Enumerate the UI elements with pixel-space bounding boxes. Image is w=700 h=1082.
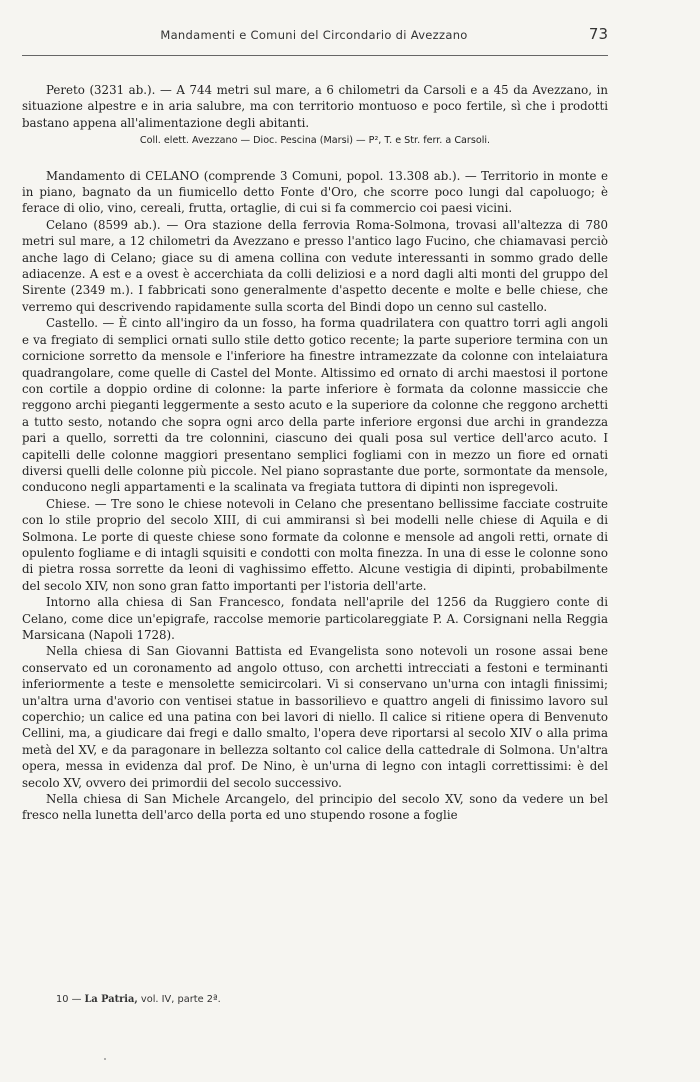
paragraph-castello: Castello. — È cinto all'ingiro da un fosso, ha forma quadrilatera con quattro torri agli angoli e va fregiato di semplici ornati sullo stile detto gotico recente; la parte superiore termina con un cornicione sorretto da mensole e l'inferiore ha finestre intramezzate da colonne con intelaiatura quadrangolare, come quelle di Castel del Monte. Altissimo ed ornato di archi maestosi il portone con cortile a doppio ordine di colonne: la parte inferiore è formata da colonne massiccie che reggono archi pieganti leggermente a sesto acuto e la superiore da colonne che reggono archetti a tutto sesto, notando che sopra ogni arco della parte inferiore ergonsi due archi in grandezza pari a quello, sorretti da tre colonnini, ciascuno dei quali posa sul vertice dell'arco acuto. I capitelli delle colonne maggiori presentano semplici fogliami con in mezzo un fiore ed ornati diversi quelli delle colonne più piccole. Nel piano soprastante due porte, sormontate da mensole, conducono negli appartamenti e la scalinata va fregiata tuttora di dipinti non ispregevoli.	[22, 316, 608, 495]
paragraph-mandamento-celano: Mandamento di CELANO (comprende 3 Comuni, popol. 13.308 ab.). — Territorio in monte e in piano, bagnato da un fiumicello detto Fonte d'Oro, che scorre poco lungi dal capoluogo; è ferace di olio, vino, cereali, frutta, ortaglie, di cui si fa commercio coi paesi vicini.	[22, 168, 608, 216]
paragraph-pereto: Pereto (3231 ab.). — A 744 metri sul mare, a 6 chilometri da Carsoli e a 45 da Avezzano, in situazione alpestre e in aria salubre, ma con territorio montuoso e poco fertile, sì che i prodotti bastano appena all'alimentazione degli abitanti.	[22, 83, 608, 130]
footer-brand: La Patria,	[84, 994, 138, 1005]
paragraph-chiese: Chiese. — Tre sono le chiese notevoli in Celano che presentano bellissime facciate costruite con lo stile proprio del secolo XIII, di cui ammiransi sì bei modelli nelle chiese di Aquila e di Solmona. Le porte di queste chiese sono formate da colonne e mensole ad angoli retti, ornate di opulento fogliame e di intagli squisiti e condotti con molta finezza. In una di esse le colonne sono di pietra rossa sorrette da leoni di vaghissimo effetto. Alcune vestigia di dipinti, probabilmente del secolo XIV, non sono gran fatto importanti per l'istoria dell'arte.	[22, 496, 608, 593]
paragraph-celano: Celano (8599 ab.). — Ora stazione della ferrovia Roma-Solmona, trovasi all'altezza di 780 metri sul mare, a 12 chilometri da Avezzano e presso l'antico lago Fucino, che chiamavasi perciò anche lago di Celano; giace su di amena collina con vedute interessanti in sommo grado delle adiacenze. A est e a ovest è accerchiata da colli deliziosi e a nord dagli alti monti del gruppo del Sirente (2349 m.). I fabbricati sono generalmente d'aspetto decente e molte e belle chiese, che verremo qui descrivendo rapidamente sulla scorta del Bindi dopo un cenno sul castello.	[22, 217, 608, 314]
note-pereto: Coll. elett. Avezzano — Dioc. Pescina (Marsi) — P², T. e Str. ferr. a Carsoli.	[139, 135, 491, 147]
header-rule	[22, 55, 608, 56]
footer-signature	[56, 994, 221, 1005]
paragraph-san-michele: Nella chiesa di San Michele Arcangelo, del principio del secolo XV, sono da vedere un bel fresco nella lunetta dell'arco della porta ed uno stupendo rosone a foglie	[22, 792, 608, 823]
body-text	[22, 82, 608, 824]
running-title: Mandamenti e Comuni del Circondario di Avezzano	[160, 28, 468, 42]
footer-sheet: 10 —	[56, 994, 82, 1005]
paragraph-san-francesco: Intorno alla chiesa di San Francesco, fondata nell'aprile del 1256 da Ruggiero conte di Celano, come dice un'epigrafe, raccolse memorie particolareggiate P. A. Corsignani nella Reggia Marsicana (Napoli 1728).	[22, 595, 608, 642]
running-head	[22, 25, 608, 43]
speck-mark	[104, 1058, 106, 1060]
footer-volume: vol. IV, parte 2ª.	[140, 994, 221, 1005]
paragraph-san-giovanni: Nella chiesa di San Giovanni Battista ed Evangelista sono notevoli un rosone assai bene conservato ed un coronamento ad angolo ottuso, con archetti intrecciati a festoni e terminanti inferiormente a teste e mensolette semicircolari. Vi si conservano un'urna con intagli finissimi; un'altra urna d'avorio con ventisei statue in bassorilievo e quattro angeli di finissimo lavoro sul coperchio; un calice ed una patina con bei lavori di niello. Il calice si ritiene opera di Benvenuto Cellini, ma, a giudicare dai fregi e dallo smalto, l'opera deve riportarsi al secolo XIV o alla prima metà del XV, e da paragonare in bellezza soltanto col calice della cattedrale di Solmona. Un'altra opera, messa in evidenza dal prof. De Nino, è un'urna di legno con intagli correttissimi: è del secolo XV, ovvero dei primordii del secolo successivo.	[22, 644, 608, 790]
page-number: 73	[588, 25, 608, 43]
